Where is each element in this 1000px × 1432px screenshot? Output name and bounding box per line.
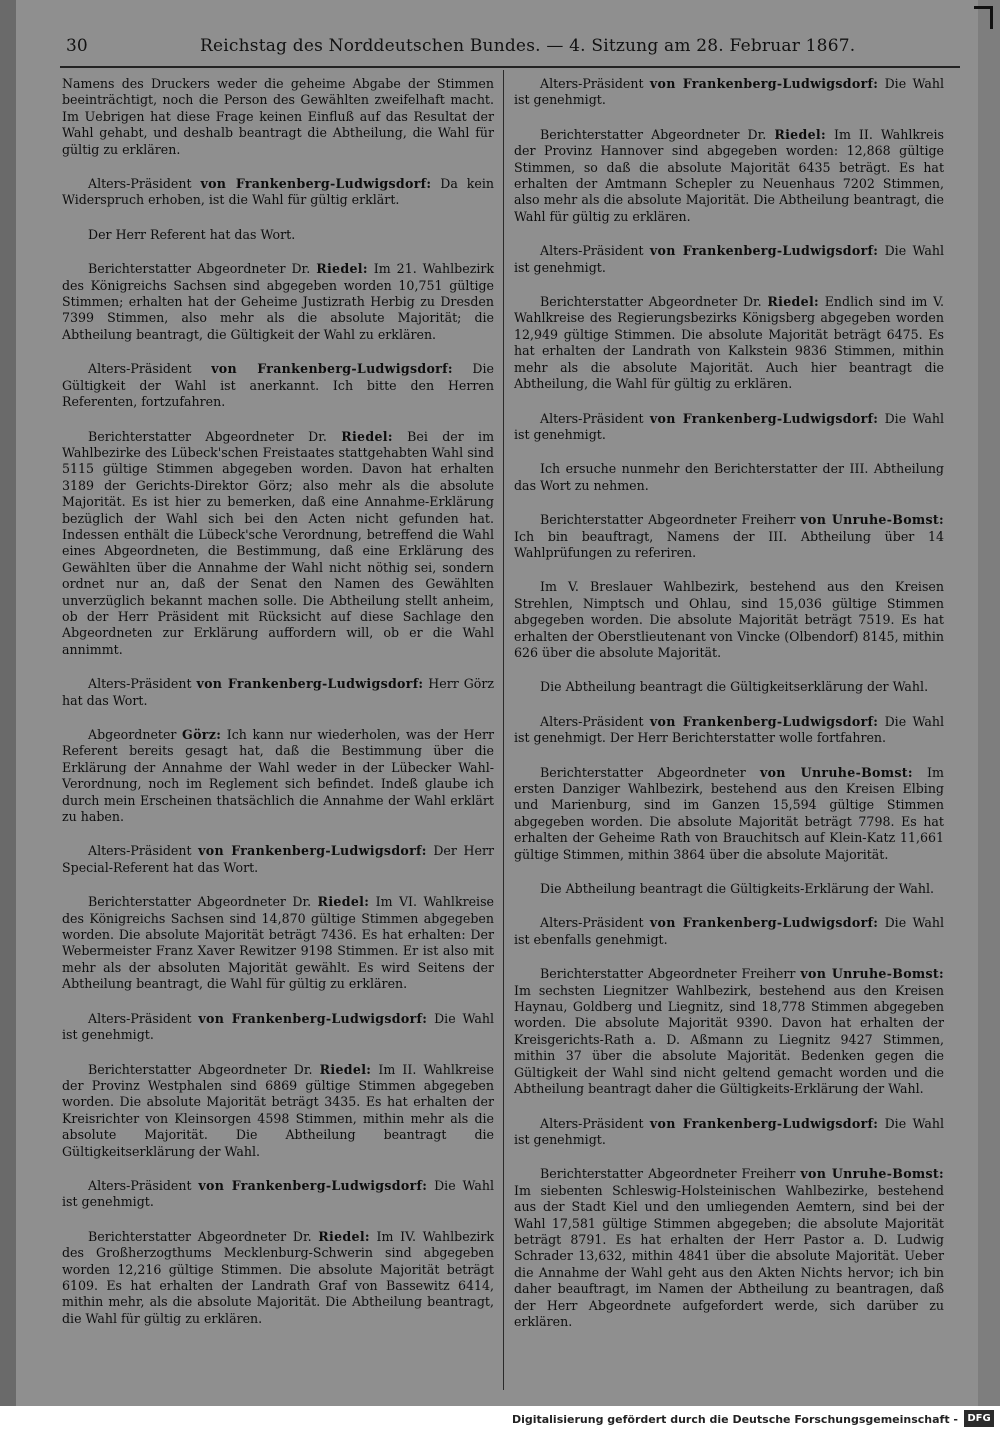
paragraph-text: Bei der im Wahlbezirke des Lübeck'schen Freistaates stattgehabten Wahl sind 5115 gültige Stimmen abgegeben worden. Davon hat erhalten 3189 der Gerichts-Direktor Görz; also mehr als die absolute Majorität. Es ist hier zu bemerken, daß eine Annahme-Erklärung bezüglich der Wahl sich bei den Acten nicht gefunden hat. Indessen enthält die Lübeck'sche Verordnung, betreffend die Wahl eines Abgeordneten, die Bestimmung, daß eine Erklärung des Gewählten über die Annahme der Wahl nicht nöthig sei, sondern ordnet nur an, daß der Senat den Namen des Gewählten unverzüglich bekannt machen solle. Die Abtheilung stellt anheim, ob der Herr Präsident mit Rücksicht auf diese Sachlage den Abgeordneten zur Erklärung auffordern will, ob er die Wahl annimmt. [62, 428, 495, 657]
paragraph-text: Namens des Druckers weder die geheime Abgabe der Stimmen beeinträchtigt, noch die Person des Gewählten zweifelhaft macht. Im Uebrigen hat diese Frage keinen Einfluß auf das Resultat der Wahl gehabt, und deshalb beantragt die Abtheilung, die Wahl für gültig zu erklären. [62, 76, 494, 157]
paragraph-lead: Berichterstatter Abgeordneter Dr. [88, 1228, 319, 1244]
paragraph-lead: Der Herr Referent hat das Wort. [88, 226, 296, 242]
paragraph-lead: Berichterstatter Abgeordneter Freiherr [540, 512, 801, 528]
speaker-name: von Frankenberg-Ludwigsdorf: [198, 1177, 428, 1193]
speaker-name: von Frankenberg-Ludwigsdorf: [649, 410, 879, 426]
paragraph-lead: Berichterstatter Abgeordneter [540, 764, 760, 780]
paragraph [62, 894, 494, 992]
paragraph [514, 679, 944, 695]
paragraph-text: Im II. Wahlkreise der Provinz Westphalen sind 6869 gültige Stimmen abgegeben worden. Die absolute Majorität beträgt 3435. Es hat erhalten der Kreisrichter von Kleinsorgen 4598 Stimmen, mithin mehr als die absolute Majorität. Die Abtheilung beantragt die Gültigkeitserklärung der Wahl. [62, 1061, 494, 1159]
paragraph-text: Im IV. Wahlbezirk des Großherzogthums Mecklenburg-Schwerin sind abgegeben worden 12,216 gültige Stimmen. Die absolute Majorität beträgt 6109. Es hat erhalten der Landrath Graf von Bassewitz 6414, mithin mehr, als die absolute Majorität. Die Abtheilung beantragt, die Wahl für gültig zu erklären. [62, 1228, 495, 1326]
speaker-name: von Frankenberg-Ludwigsdorf: [198, 1010, 428, 1026]
paragraph-text: Im ersten Danziger Wahlbezirk, bestehend aus den Kreisen Elbing und Marienburg, sind im Ganzen 15,594 gültige Stimmen abgegeben worden. Die absolute Majorität beträgt 7798. Es hat erhalten der Geheime Rath von Brauchitsch auf Klein-Katz 11,661 gültige Stimmen, mithin 3864 über die absolute Majorität. [514, 764, 944, 862]
speaker-name: von Frankenberg-Ludwigsdorf: [649, 915, 879, 931]
paragraph-text: Ich kann nur wiederholen, was der Herr Referent bereits gesagt hat, daß die Bestimmung über die Erklärung der Annahme der Wahl weder in der Lübecker Wahl-Verordnung, noch im Reglement sich befindet. Indeß glaube ich durch mein Erscheinen thatsächlich die Annahme der Wahl erklärt zu haben. [62, 727, 495, 825]
right-text-column [514, 76, 944, 1348]
paragraph [62, 361, 494, 410]
paragraph-lead: Berichterstatter Abgeordneter Dr. [540, 294, 768, 310]
paragraph-lead: Alters-Präsident [88, 1177, 199, 1193]
speaker-name: von Frankenberg-Ludwigsdorf: [198, 843, 427, 859]
speaker-name: von Frankenberg-Ludwigsdorf: [211, 361, 453, 377]
speaker-name: Riedel: [316, 261, 368, 277]
paragraph-text: Die Wahl ist genehmigt. [514, 1115, 944, 1147]
speaker-name: von Frankenberg-Ludwigsdorf: [196, 676, 424, 692]
paragraph-lead: Berichterstatter Abgeordneter Freiherr [540, 966, 801, 982]
paragraph [62, 1062, 494, 1160]
speaker-name: Riedel: [318, 1228, 370, 1244]
paragraph-text: Im II. Wahlkreis der Provinz Hannover sind abgegeben worden: 12,868 gültige Stimmen, so daß die absolute Majorität 6435 beträgt. Es hat erhalten der Amtmann Schepler zu Neuenhaus 7202 Stimmen, also mehr als die absolute Majorität. Die Abtheilung beantragt, die Wahl für gültig zu erklären. [514, 126, 944, 224]
paragraph [514, 1166, 944, 1330]
paragraph [514, 881, 944, 897]
paragraph [514, 1116, 944, 1149]
paragraph-text: Da kein Widerspruch erhoben, ist die Wahl für gültig erklärt. [62, 176, 494, 208]
paragraph-lead: Ich ersuche nunmehr den Berichterstatter der III. Abtheilung das Wort zu nehmen. [514, 461, 944, 493]
speaker-name: von Frankenberg-Ludwigsdorf: [649, 243, 879, 259]
paragraph-text: Die Wahl ist genehmigt. [62, 1010, 494, 1043]
speaker-name: von Unruhe-Bomst: [800, 1166, 944, 1182]
paragraph-text: Die Wahl ist ebenfalls genehmigt. [514, 915, 944, 947]
speaker-name: Riedel: [774, 126, 826, 142]
footer-credit-text: Digitalisierung gefördert durch die Deutsche Forschungsgemeinschaft - [511, 1413, 958, 1426]
paragraph-lead: Alters-Präsident [88, 176, 201, 192]
paragraph [514, 243, 944, 276]
page-binding-edge [0, 0, 16, 1406]
paragraph-lead: Alters-Präsident [88, 361, 212, 377]
paragraph [514, 579, 944, 661]
paragraph-text: Der Herr Special-Referent hat das Wort. [62, 843, 494, 875]
paragraph-text: Endlich sind im V. Wahlkreise des Regierungsbezirks Königsberg abgegeben worden 12,949 gültige Stimmen. Die absolute Majorität beträgt 6475. Es hat erhalten der Landrath von Kalkstein 9836 Stimmen, mithin mehr als die absolute Majorität. Auch hier beantragt die Abtheilung, die Wahl für gültig zu erklären. [514, 294, 944, 392]
paragraph-lead: Berichterstatter Abgeordneter Dr. [540, 126, 775, 142]
paragraph-lead: Alters-Präsident [540, 243, 650, 259]
speaker-name: von Frankenberg-Ludwigsdorf: [649, 713, 879, 729]
paragraph [62, 261, 494, 343]
speaker-name: Riedel: [317, 894, 370, 910]
paragraph [62, 76, 494, 158]
paragraph-lead: Die Abtheilung beantragt die Gültigkeits-Erklärung der Wahl. [540, 881, 935, 897]
digitization-footer [0, 1406, 1000, 1432]
paragraph-lead: Berichterstatter Abgeordneter Dr. [88, 1061, 320, 1077]
paragraph-text: Ich bin beauftragt, Namens der III. Abtheilung über 14 Wahlprüfungen zu referiren. [514, 528, 944, 560]
paragraph [514, 714, 944, 747]
paragraph [514, 461, 944, 494]
paragraph [514, 915, 944, 948]
paragraph [514, 765, 944, 863]
paragraph-text: Die Wahl ist genehmigt. [62, 1177, 494, 1210]
paragraph [62, 1229, 494, 1327]
paragraph-text: Die Wahl ist genehmigt. [514, 76, 944, 108]
speaker-name: Görz: [182, 727, 222, 742]
speaker-name: Riedel: [341, 428, 393, 444]
paragraph [62, 1178, 494, 1211]
speaker-name: Riedel: [319, 1061, 372, 1077]
speaker-name: von Frankenberg-Ludwigsdorf: [649, 76, 879, 91]
paragraph-lead: Berichterstatter Abgeordneter Dr. [88, 261, 317, 277]
paragraph-lead: Alters-Präsident [88, 843, 199, 859]
paragraph-text: Im siebenten Schleswig-Holsteinischen Wahlbezirke, bestehend aus der Stadt Kiel und den umliegenden Aemtern, sind bei der Wahl 17,581 gültige Stimmen abgegeben; die absolute Majorität beträgt 8791. Es hat erhalten der Herr Pastor a. D. Ludwig Schrader 13,632, mithin 4841 über die absolute Majorität. Ueber die Annahme der Wahl geht aus den Akten Nichts hervor; ich bin daher beauftragt, im Namen der Abtheilung zu beantragen, daß der Herr Abgeordnete aufgefordert werde, sich darüber zu erklären. [514, 1182, 944, 1329]
paragraph-lead: Alters-Präsident [540, 1115, 650, 1131]
paragraph [62, 843, 494, 876]
paragraph [514, 76, 944, 109]
column-divider [503, 70, 504, 1390]
paragraph [62, 676, 494, 709]
paragraph [62, 176, 494, 209]
paragraph [62, 429, 494, 659]
corner-crop-mark [974, 6, 993, 29]
paragraph-lead: Berichterstatter Abgeordneter Freiherr [540, 1166, 801, 1182]
paragraph [514, 966, 944, 1097]
speaker-name: von Frankenberg-Ludwigsdorf: [649, 1115, 879, 1131]
paragraph-text: Die Wahl ist genehmigt. Der Herr Berichterstatter wolle fortfahren. [514, 713, 944, 746]
paragraph [62, 227, 494, 243]
speaker-name: von Unruhe-Bomst: [800, 512, 944, 528]
page-number: 30 [66, 36, 88, 56]
paragraph-text: Die Wahl ist genehmigt. [514, 410, 944, 442]
paragraph-lead: Alters-Präsident [88, 1010, 199, 1026]
paragraph-lead: Die Abtheilung beantragt die Gültigkeitserklärung der Wahl. [540, 679, 929, 695]
paragraph-text: Die Gültigkeit der Wahl ist anerkannt. Ich bitte den Herren Referenten, fortzufahren. [62, 361, 494, 410]
paragraph-lead: Alters-Präsident [540, 76, 650, 91]
paragraph [514, 411, 944, 444]
speaker-name: von Frankenberg-Ludwigsdorf: [200, 176, 432, 192]
paragraph [514, 294, 944, 392]
page-right-edge [978, 0, 1000, 1406]
speaker-name: Riedel: [767, 294, 820, 310]
paragraph-lead: Abgeordneter [88, 727, 183, 742]
paragraph-text: Im sechsten Liegnitzer Wahlbezirk, bestehend aus den Kreisen Haynau, Goldberg und Liegnitz, sind 18,778 Stimmen abgegeben worden. Die absolute Majorität 9390. Davon hat erhalten der Kreisgerichts-Rath a. D. Aßmann zu Liegnitz 9427 Stimmen, mithin 37 über die absolute Majorität. Bedenken gegen die Gültigkeit der Wahl sind nicht geltend gemacht worden und die Abtheilung beantragt daher die Gültigkeits-Erklärung der Wahl. [514, 982, 944, 1097]
paragraph-text: Im VI. Wahlkreise des Königreichs Sachsen sind 14,870 gültige Stimmen abgegeben worden. Die absolute Majorität beträgt 7436. Es hat erhalten: Der Webermeister Franz Xaver Rewitzer 9198 Stimmen. Er ist also mit mehr als der absoluten Majorität gewählt. Es wird Seitens der Abtheilung beantragt, die Wahl für gültig zu erklären. [62, 894, 494, 992]
paragraph-lead: Berichterstatter Abgeordneter Dr. [88, 894, 318, 910]
dfg-logo: DFG [964, 1410, 994, 1427]
paragraph-lead: Alters-Präsident [88, 676, 197, 692]
paragraph-text: Herr Görz hat das Wort. [62, 676, 494, 708]
running-title: Reichstag des Norddeutschen Bundes. — 4. Sitzung am 28. Februar 1867. [200, 36, 856, 56]
paragraph-lead: Berichterstatter Abgeordneter Dr. [88, 428, 342, 444]
header-rule [60, 66, 960, 68]
running-header [60, 36, 960, 64]
paragraph [514, 127, 944, 225]
paragraph-text: Im 21. Wahlbezirk des Königreichs Sachsen sind abgegeben worden 10,751 gültige Stimmen; erhalten hat der Geheime Justizrath Herbig zu Dresden 7399 Stimmen, also mehr als die absolute Majorität; die Abtheilung beantragt, die Gültigkeit der Wahl zu erklären. [62, 261, 495, 342]
paragraph-lead: Alters-Präsident [540, 915, 650, 931]
paragraph-lead: Im V. Breslauer Wahlbezirk, bestehend aus den Kreisen Strehlen, Nimptsch und Ohlau, sind 15,036 gültige Stimmen abgegeben worden. Die absolute Majorität beträgt 7519. Es hat erhalten der Oberstlieutenant von Vincke (Olbendorf) 8145, mithin 626 über die absolute Majorität. [514, 579, 944, 660]
paragraph-lead: Alters-Präsident [540, 410, 650, 426]
paragraph [62, 727, 494, 825]
speaker-name: von Unruhe-Bomst: [800, 966, 944, 982]
paragraph [62, 1011, 494, 1044]
left-text-column [62, 76, 494, 1345]
paragraph [514, 512, 944, 561]
speaker-name: von Unruhe-Bomst: [759, 764, 913, 780]
paragraph-lead: Alters-Präsident [540, 713, 650, 729]
paragraph-text: Die Wahl ist genehmigt. [514, 243, 944, 275]
